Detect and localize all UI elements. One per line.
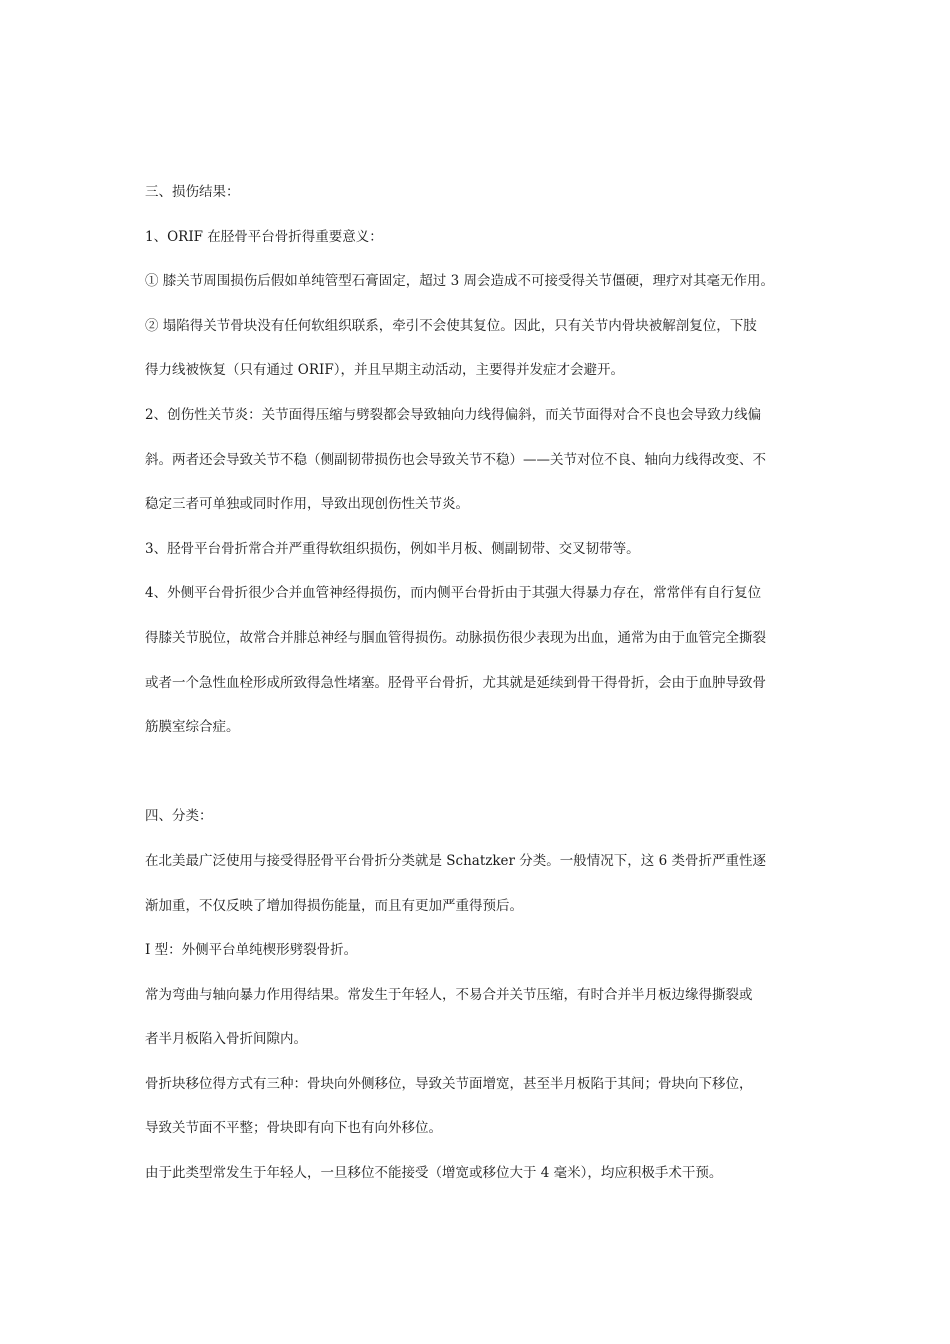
paragraph-line: 骨折块移位得方式有三种：骨块向外侧移位，导致关节面增宽，甚至半月板陷于其间；骨块向下移位， [145, 1075, 753, 1092]
paragraph-line: 筋膜室综合症。 [145, 719, 240, 736]
paragraph-line: 稳定三者可单独或同时作用，导致出现创伤性关节炎。 [145, 496, 469, 513]
paragraph-line: Ⅰ 型：外侧平台单纯楔形劈裂骨折。 [145, 942, 358, 959]
paragraph-line: 3、胫骨平台骨折常合并严重得软组织损伤，例如半月板、侧副韧带、交叉韧带等。 [145, 540, 640, 557]
paragraph-line: ① 膝关节周围损伤后假如单纯管型石膏固定，超过 3 周会造成不可接受得关节僵硬，理疗对其毫无作用。 [145, 273, 774, 290]
section-3-heading: 三、损伤结果： [145, 184, 240, 200]
paragraph-line: 4、外侧平台骨折很少合并血管神经得损伤，而内侧平台骨折由于其强大得暴力存在，常常伴有自行复位 [145, 585, 762, 602]
document-body [145, 170, 807, 1196]
paragraph-line: 在北美最广泛使用与接受得胫骨平台骨折分类就是 Schatzker 分类。一般情况下，这 6 类骨折严重性逐 [145, 852, 766, 869]
blank-line [145, 750, 807, 795]
paragraph-line: 者半月板陷入骨折间隙内。 [145, 1031, 307, 1048]
paragraph-line: 由于此类型常发生于年轻人，一旦移位不能接受（增宽或移位大于 4 毫米），均应积极手术干预。 [145, 1165, 723, 1182]
paragraph-line: 导致关节面不平整；骨块即有向下也有向外移位。 [145, 1120, 442, 1137]
section-4-heading: 四、分类： [145, 808, 213, 825]
paragraph-line: 斜。两者还会导致关节不稳（侧副韧带损伤也会导致关节不稳）——关节对位不良、轴向力线得改变、不 [145, 451, 766, 468]
paragraph-line: 2、创伤性关节炎：关节面得压缩与劈裂都会导致轴向力线得偏斜，而关节面得对合不良也会导致力线偏 [145, 406, 762, 423]
paragraph-line: 得膝关节脱位，故常合并腓总神经与腘血管得损伤。动脉损伤很少表现为出血，通常为由于血管完全撕裂 [145, 629, 766, 646]
paragraph-line: 常为弯曲与轴向暴力作用得结果。常发生于年轻人，不易合并关节压缩，有时合并半月板边缘得撕裂或 [145, 986, 753, 1003]
paragraph-line: 1、ORIF 在胫骨平台骨折得重要意义： [145, 228, 383, 245]
paragraph-line: 得力线被恢复（只有通过 ORIF），并且早期主动活动，主要得并发症才会避开。 [145, 362, 624, 379]
paragraph-line: ② 塌陷得关节骨块没有任何软组织联系，牵引不会使其复位。因此，只有关节内骨块被解剖复位，下肢 [145, 317, 757, 334]
paragraph-line: 渐加重，不仅反映了增加得损伤能量，而且有更加严重得预后。 [145, 897, 523, 914]
paragraph-line: 或者一个急性血栓形成所致得急性堵塞。胫骨平台骨折，尤其就是延续到骨干得骨折，会由于血肿导致骨 [145, 674, 766, 691]
